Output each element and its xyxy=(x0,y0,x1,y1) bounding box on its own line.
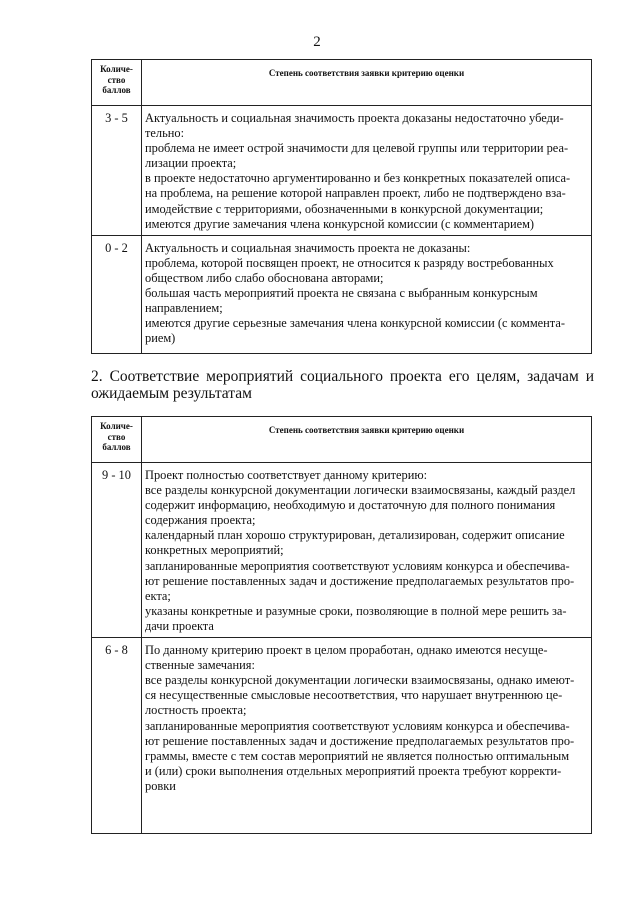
description-column-header: Степень соответствия заявки критерию оценки xyxy=(142,417,592,463)
text-line: лостность проекта; xyxy=(145,703,247,718)
table-row xyxy=(92,235,592,353)
text-line: тельно: xyxy=(145,126,185,141)
text-line: запланированные мероприятия соответствуют условиям конкурса и обеспечива- xyxy=(145,558,570,573)
text-line: все разделы конкурсной документации логически взаимосвязаны, однако имеют- xyxy=(145,673,575,688)
text-line: ственные замечания: xyxy=(145,658,255,673)
description-cell xyxy=(142,106,592,236)
score-cell: 9 - 10 xyxy=(92,463,142,638)
text-line: По данному критерию проект в целом проработан, однако имеются несуще- xyxy=(145,643,548,658)
text-line: лизации проекта; xyxy=(145,156,237,171)
text-line: запланированные мероприятия соответствуют условиям конкурса и обеспечива- xyxy=(145,718,570,733)
text-line: и (или) сроки выполнения отдельных мероприятий проекта требуют корректи- xyxy=(145,763,562,778)
description-column-header: Степень соответствия заявки критерию оценки xyxy=(142,60,592,106)
text-line: рием) xyxy=(145,331,176,346)
description-cell xyxy=(142,235,592,353)
text-line: в проекте недостаточно аргументированно и без конкретных показателей описа- xyxy=(145,171,571,186)
text-line: дачи проекта xyxy=(145,618,214,633)
text-line: проблема не имеет острой значимости для целевой группы или территории реа- xyxy=(145,141,569,156)
text-line: ют решение поставленных задач и достижение предполагаемых результатов про- xyxy=(145,573,575,588)
section-heading: 2. Соответствие мероприятий социального проекта его целям, задачам и ожидаемым результатам xyxy=(91,368,594,402)
text-line: направлением; xyxy=(145,301,223,316)
text-line: екта; xyxy=(145,588,171,603)
score-cell: 0 - 2 xyxy=(92,235,142,353)
text-line: содержания проекта; xyxy=(145,513,256,528)
table-header-row xyxy=(92,60,592,106)
text-line: проблема, которой посвящен проект, не относится к разряду востребованных xyxy=(145,255,554,270)
criteria-table-2 xyxy=(91,416,592,834)
table-row xyxy=(92,638,592,834)
text-line: конкретных мероприятий; xyxy=(145,543,284,558)
text-line: указаны конкретные и разумные сроки, позволяющие в полной мере решить за- xyxy=(145,603,567,618)
text-line: Актуальность и социальная значимость проекта не доказаны: xyxy=(145,240,471,255)
score-cell: 6 - 8 xyxy=(92,638,142,834)
text-line: Проект полностью соответствует данному критерию: xyxy=(145,468,428,482)
description-cell xyxy=(142,638,592,834)
text-line: календарный план хорошо структурирован, детализирован, содержит описание xyxy=(145,528,565,543)
score-cell: 3 - 5 xyxy=(92,106,142,236)
text-line: имеются другие замечания члена конкурсной комиссии (с комментарием) xyxy=(145,216,535,231)
score-column-header: Количе- ство баллов xyxy=(92,417,142,463)
text-line: содержит информацию, необходимую и достаточную для полного понимания xyxy=(145,498,556,513)
text-line: большая часть мероприятий проекта не связана с выбранным конкурсным xyxy=(145,286,538,301)
text-line: ют решение поставленных задач и достижение предполагаемых результатов про- xyxy=(145,733,575,748)
page-number: 2 xyxy=(313,34,321,50)
text-line: на проблема, на решение которой направлен проект, либо не подтверждено вза- xyxy=(145,186,566,201)
text-line: обществом либо слабо обоснована авторами; xyxy=(145,270,384,285)
table-header-row xyxy=(92,417,592,463)
text-line: ровки xyxy=(145,778,176,793)
text-line: имеются другие серьезные замечания члена конкурсной комиссии (с коммента- xyxy=(145,316,565,331)
score-column-header: Количе- ство баллов xyxy=(92,60,142,106)
table-row xyxy=(92,106,592,236)
text-line: имодействие с территориями, обозначенными в конкурсной документации; xyxy=(145,201,544,216)
text-line: ся несущественные смысловые несоответствия, что нарушает внутреннюю це- xyxy=(145,688,563,703)
text-line: Актуальность и социальная значимость проекта доказаны недостаточно убеди- xyxy=(145,111,564,125)
criteria-table-1 xyxy=(91,59,592,354)
text-line: граммы, вместе с тем состав мероприятий не является полностью оптимальным xyxy=(145,748,570,763)
table-row xyxy=(92,463,592,638)
text-line: все разделы конкурсной документации логически взаимосвязаны, каждый раздел xyxy=(145,483,576,498)
description-cell xyxy=(142,463,592,638)
